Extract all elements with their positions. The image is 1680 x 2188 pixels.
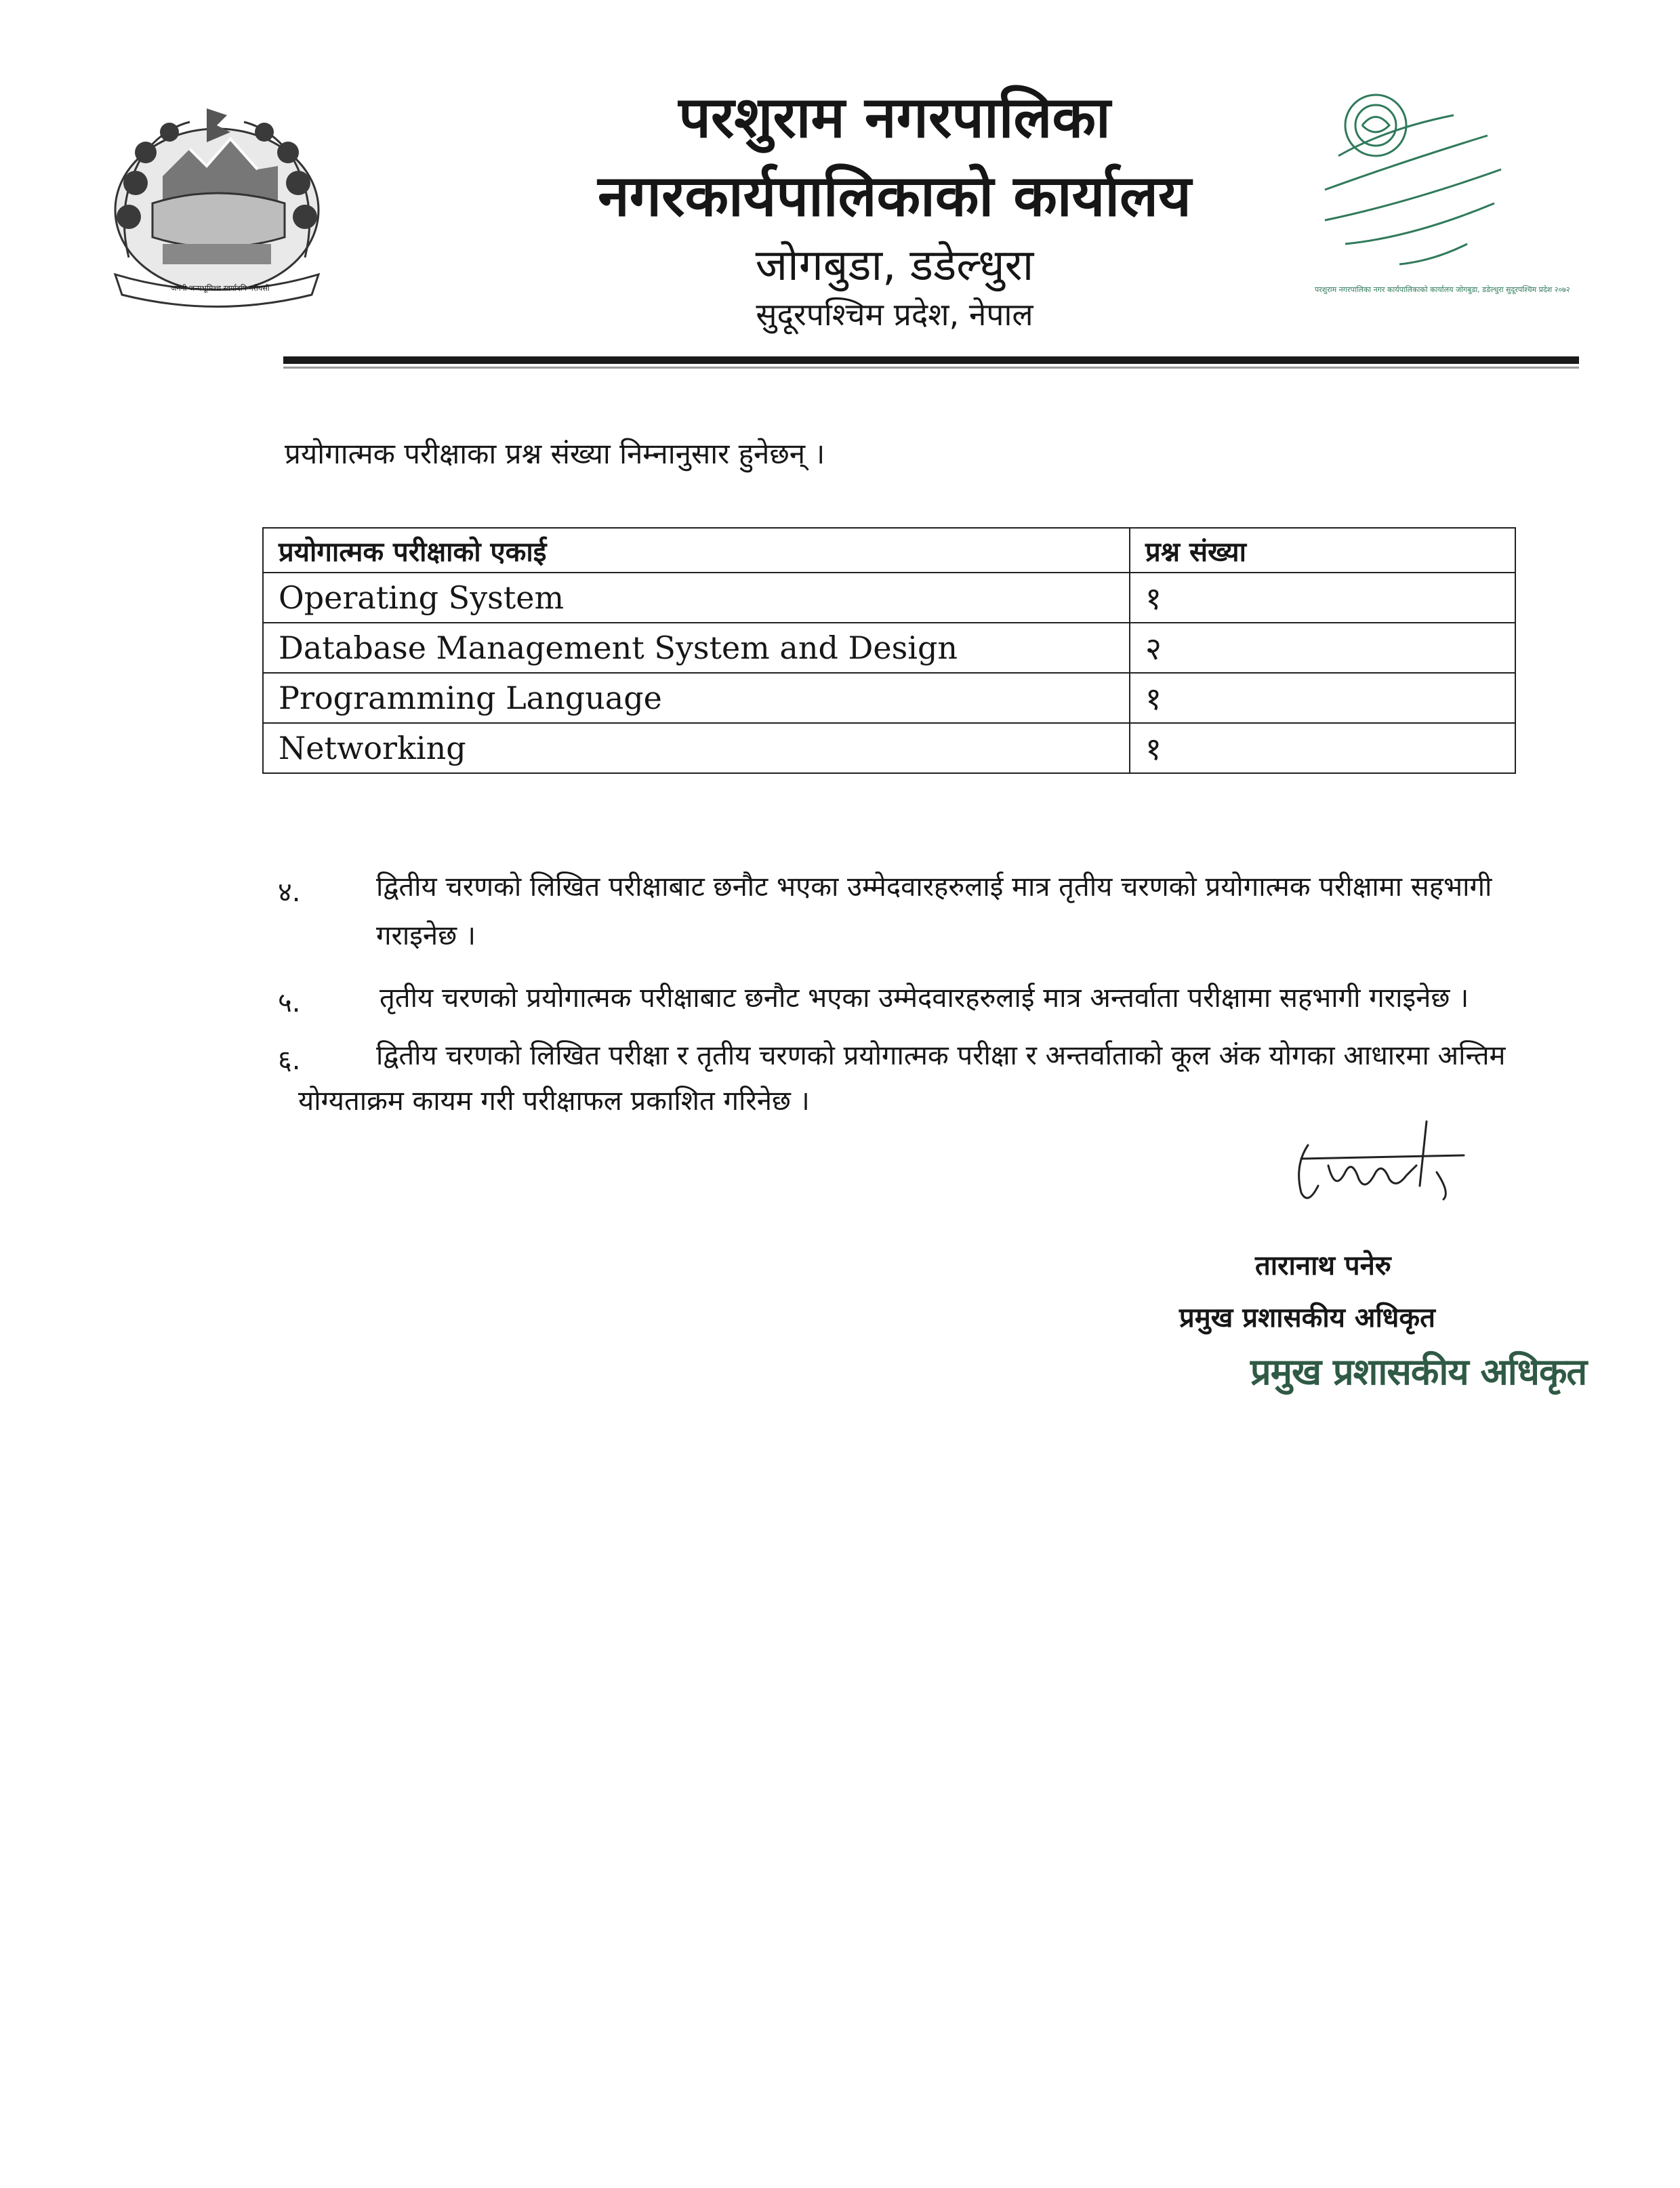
count-cell: २ [1130, 623, 1515, 673]
point-number: ५. [278, 987, 301, 1018]
header-divider [283, 356, 1579, 364]
point-text: द्वितीय चरणको लिखित परीक्षा र तृतीय चरणको प्रयोगात्मक परीक्षा र अन्तर्वाताको कूल अंक योगका आधारमा अन्तिम [376, 1040, 1506, 1071]
table-header-row [263, 528, 1515, 573]
point-number: ४. [278, 877, 301, 908]
unit-cell: Operating System [263, 573, 1130, 623]
header-divider-thin [283, 367, 1579, 369]
province-country: सुदूरपश्चिम प्रदेश, नेपाल [756, 296, 1033, 333]
practical-exam-table [262, 527, 1516, 774]
municipality-seal-icon [1298, 88, 1528, 278]
intro-text: प्रयोगात्मक परीक्षाका प्रश्न संख्या निम्नानुसार हुनेछन् । [285, 437, 825, 470]
municipality-name: परशुराम नगरपालिका [678, 84, 1111, 150]
point-text-continued: गराइनेछ । [376, 920, 476, 951]
office-address: जोगबुडा, डडेल्धुरा [755, 241, 1034, 291]
unit-cell: Networking [263, 723, 1130, 773]
table-row [263, 573, 1515, 623]
point-number: ६. [278, 1045, 301, 1076]
column-header-unit: प्रयोगात्मक परीक्षाको एकाई [263, 528, 1130, 573]
count-cell: १ [1130, 673, 1515, 723]
emblem-motto: जननी जन्मभूमिश्च स्वर्गादपि गरीयसी [171, 284, 270, 293]
table-row [263, 673, 1515, 723]
point-text: तृतीय चरणको प्रयोगात्मक परीक्षाबाट छनौट भएका उम्मेदवारहरुलाई मात्र अन्तर्वाता परीक्षामा सहभागी गराइनेछ । [380, 983, 1469, 1014]
signatory-name: तारानाथ पनेरु [1255, 1250, 1391, 1281]
count-cell: १ [1130, 723, 1515, 773]
point-text-continued: योग्यताक्रम कायम गरी परीक्षाफल प्रकाशित गरिनेछ । [298, 1086, 810, 1117]
signature-icon [1281, 1118, 1477, 1220]
designation-stamp: प्रमुख प्रशासकीय अधिकृत [1250, 1350, 1587, 1393]
point-text: द्वितीय चरणको लिखित परीक्षाबाट छनौट भएका उम्मेदवारहरुलाई मात्र तृतीय चरणको प्रयोगात्मक परीक्षामा सहभागी [376, 871, 1492, 903]
count-cell: १ [1130, 573, 1515, 623]
table-row [263, 723, 1515, 773]
seal-text: परशुराम नगरपालिका नगर कार्यपालिकाको कार्यालय जोगबुडा, डडेल्धुरा सुदूरपश्चिम प्रदेश २०७२ [1315, 285, 1570, 294]
signatory-designation: प्रमुख प्रशासकीय अधिकृत [1179, 1302, 1435, 1334]
unit-cell: Database Management System and Design [263, 623, 1130, 673]
table-row [263, 623, 1515, 673]
column-header-count: प्रश्न संख्या [1130, 528, 1515, 573]
unit-cell: Programming Language [263, 673, 1130, 723]
office-name: नगरकार्यपालिकाको कार्यालय [598, 163, 1191, 229]
